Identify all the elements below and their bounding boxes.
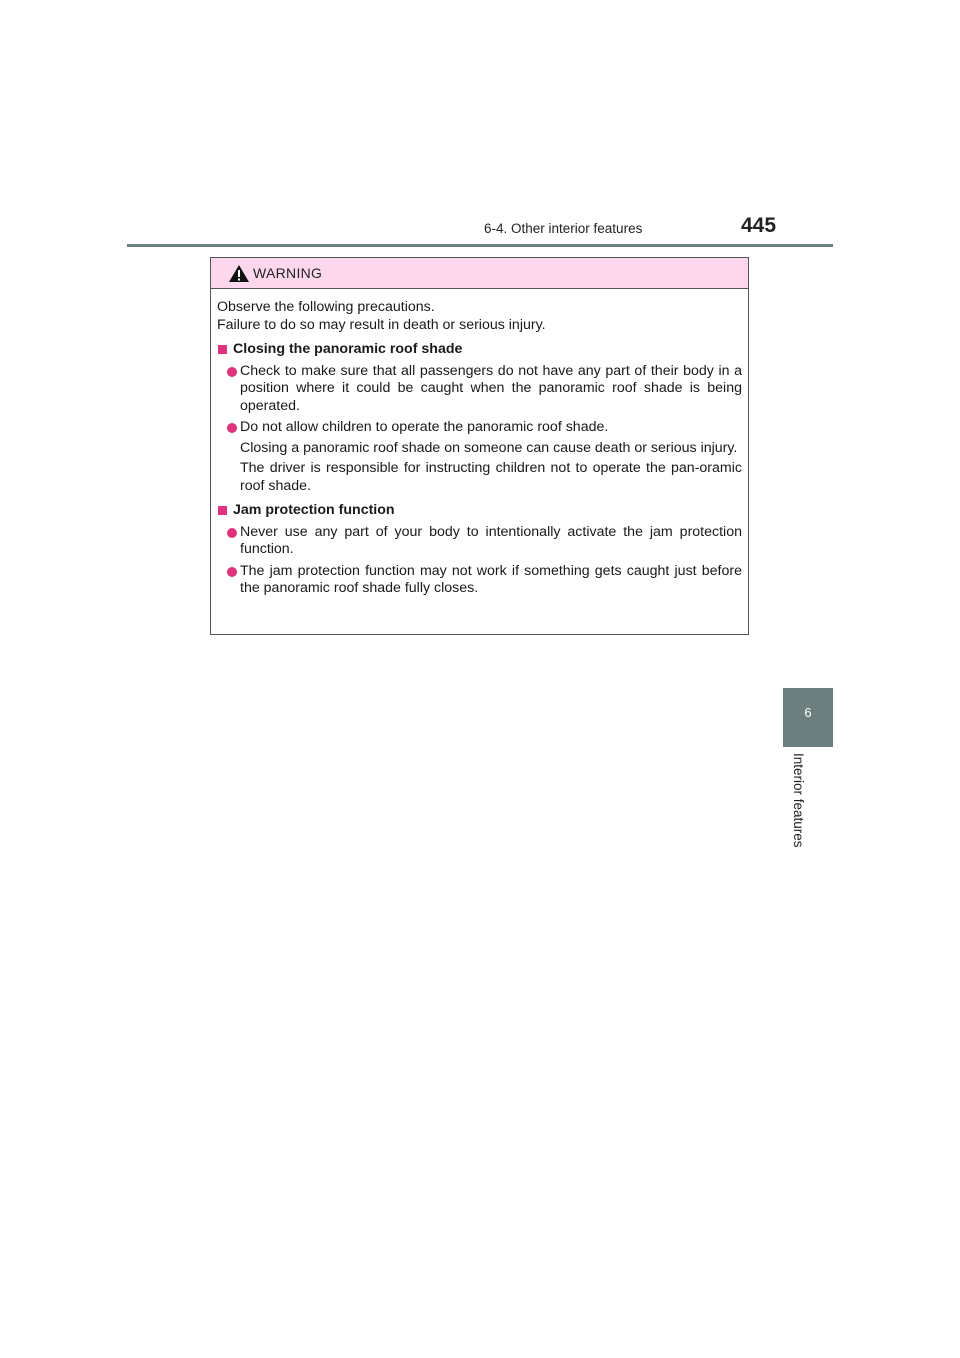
item-text: Check to make sure that all passengers do not have any part of their body in a position where it could be caught when the panoramic roof shade is being operated. xyxy=(240,362,742,414)
item-text: Never use any part of your body to intentionally activate the jam protection function. xyxy=(240,523,742,557)
circle-bullet-icon xyxy=(227,567,237,577)
section-title xyxy=(217,341,742,359)
list-item xyxy=(217,524,742,559)
list-item xyxy=(217,563,742,598)
page-number: 445 xyxy=(741,214,777,237)
item-text: The driver is responsible for instructing children not to operate the pan-oramic roof shade. xyxy=(240,460,742,494)
list-item xyxy=(217,363,742,416)
circle-bullet-icon xyxy=(227,367,237,377)
square-bullet-icon xyxy=(218,345,227,354)
warning-body xyxy=(211,289,748,598)
item-text: Closing a panoramic roof shade on someone can cause death or serious injury. xyxy=(240,439,738,456)
warning-title: WARNING xyxy=(253,265,323,281)
warning-triangle-icon xyxy=(228,264,250,283)
item-text: The jam protection function may not work if something gets caught just before the panoramic roof shade fully closes. xyxy=(240,562,742,596)
warning-intro xyxy=(217,299,742,334)
warning-box xyxy=(210,257,749,635)
chapter-number: 6 xyxy=(804,705,812,720)
warning-header xyxy=(211,258,748,289)
header-rule xyxy=(127,244,833,247)
header-section-title: 6-4. Other interior features xyxy=(484,221,643,236)
intro-line: Failure to do so may result in death or serious injury. xyxy=(217,316,546,333)
item-text: Do not allow children to operate the panoramic roof shade. xyxy=(240,419,609,435)
circle-bullet-icon xyxy=(227,423,237,433)
warning-section xyxy=(217,502,742,598)
intro-line: Observe the following precautions. xyxy=(217,299,435,315)
square-bullet-icon xyxy=(218,506,227,515)
list-item xyxy=(217,419,742,495)
circle-bullet-icon xyxy=(227,528,237,538)
chapter-tab xyxy=(783,688,833,747)
section-title-text: Jam protection function xyxy=(233,502,395,518)
warning-section xyxy=(217,341,742,495)
section-title-text: Closing the panoramic roof shade xyxy=(233,341,463,357)
chapter-label: Interior features xyxy=(791,753,806,848)
section-title xyxy=(217,502,742,520)
